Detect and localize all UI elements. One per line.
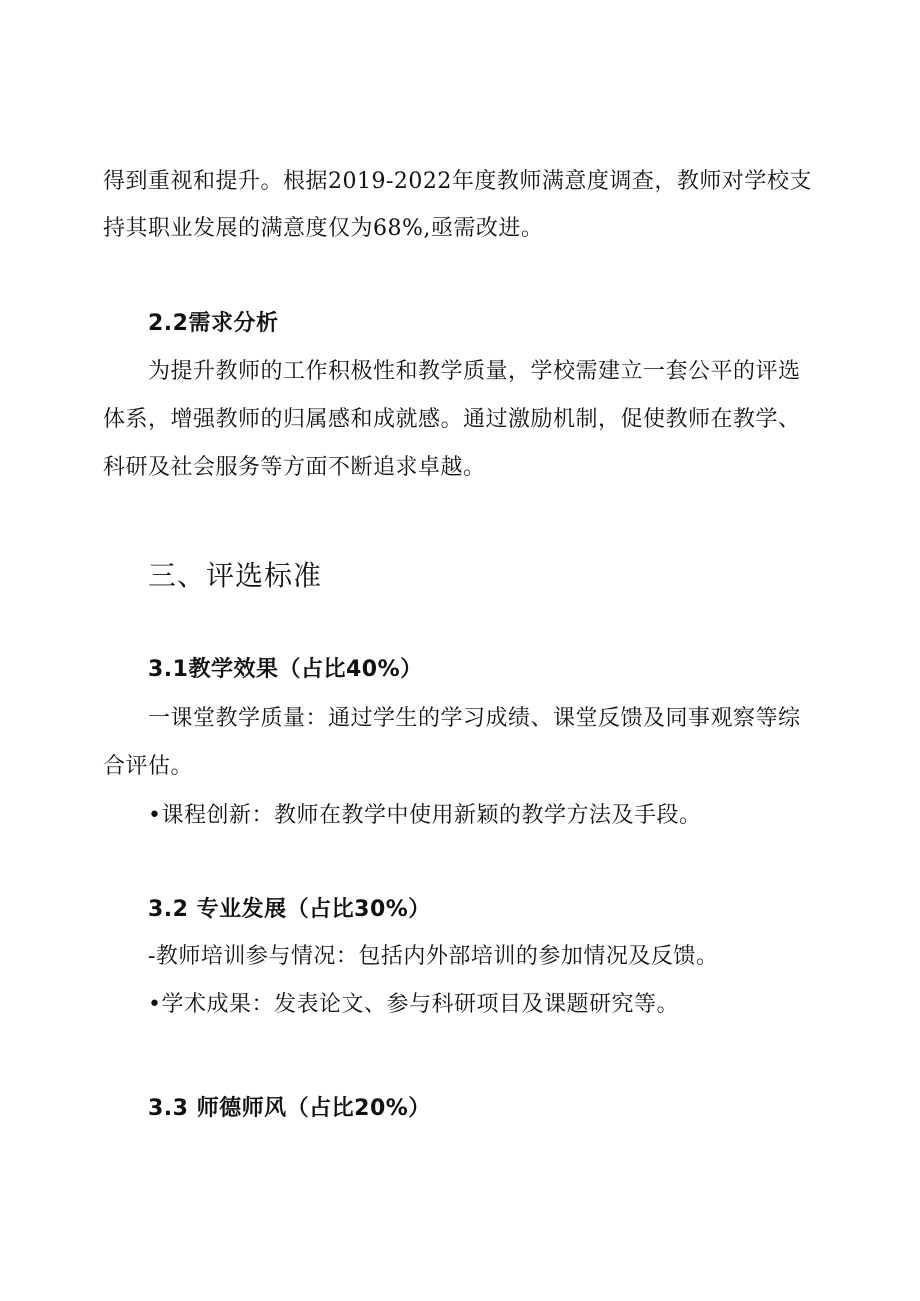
list-item: •课程创新：教师在教学中使用新颖的教学方法及手段。 xyxy=(148,803,702,828)
subsection-heading: 3.3 师德师风（占比20%） xyxy=(148,1096,431,1121)
paragraph-line: 体系，增强教师的归属感和成就感。通过激励机制，促使教师在教学、 xyxy=(103,407,801,432)
list-item-continuation: 合评估。 xyxy=(103,754,194,779)
subsection-heading: 3.1教学效果（占比40%） xyxy=(148,657,423,682)
paragraph-line: 得到重视和提升。根据2019-2022年度教师满意度调查，教师对学校支 xyxy=(103,169,812,194)
section-title: 三、评选标准 xyxy=(148,559,323,592)
list-item: -教师培训参与情况：包括内外部培训的参加情况及反馈。 xyxy=(148,944,719,969)
subsection-heading: 3.2 专业发展（占比30%） xyxy=(148,897,431,922)
paragraph-line: 持其职业发展的满意度仅为68%,亟需改进。 xyxy=(103,216,544,241)
subsection-heading: 2.2需求分析 xyxy=(148,311,279,336)
paragraph-line: 为提升教师的工作积极性和教学质量，学校需建立一套公平的评选 xyxy=(148,359,801,384)
list-item: •学术成果：发表论文、参与科研项目及课题研究等。 xyxy=(148,992,679,1017)
paragraph-line: 科研及社会服务等方面不断追求卓越。 xyxy=(103,455,486,480)
list-item: 一课堂教学质量：通过学生的学习成绩、课堂反馈及同事观察等综 xyxy=(148,706,801,731)
